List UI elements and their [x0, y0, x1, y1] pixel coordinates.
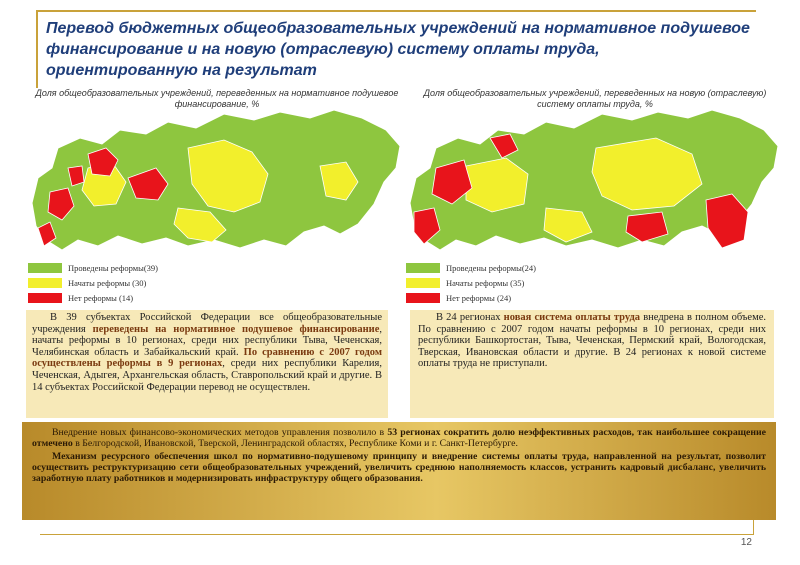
legend-item — [28, 260, 228, 275]
conclusion-paragraph-2: Механизм ресурсного обеспечения школ по нормативно-подушевому принципу и внедрение системы оплаты труда, направленной на результат, позволит осуществить реструктуризацию сети общеобразовательных учреждений, увеличить среднюю наполняемость классов, устранить кадровый дисбаланс, увеличить заработную плату работников и модернизировать инфраструктуру общего образования. — [32, 451, 766, 484]
salary-summary — [410, 310, 774, 418]
financing-paragraph — [32, 312, 382, 393]
legend-swatch-yellow — [28, 278, 62, 288]
map-caption-financing: Доля общеобразовательных учреждений, переведенных на нормативное подушевое финансирование, % — [35, 88, 399, 109]
text-run: в Белгородской, Ивановской, Тверской, Ленинградской областях, Республике Коми и г. Санкт-Петербурге. — [72, 438, 518, 449]
footer-divider — [40, 534, 754, 535]
text-run-bold: переведены на нормативное подушевое финансирование — [92, 323, 380, 335]
footer-divider-vertical — [753, 520, 754, 535]
legend-salary — [406, 260, 606, 305]
legend-label: Начаты реформы (35) — [446, 277, 525, 288]
legend-item — [406, 260, 606, 275]
legend-swatch-red — [406, 293, 440, 303]
title-frame — [36, 10, 756, 88]
legend-label: Проведены реформы(24) — [446, 262, 537, 273]
legend-swatch-green — [28, 263, 62, 273]
legend-label: Начаты реформы (30) — [68, 277, 147, 288]
salary-paragraph — [418, 312, 766, 370]
legend-item — [406, 290, 606, 305]
legend-label: Нет реформы (24) — [446, 292, 512, 303]
page-title: Перевод бюджетных общеобразовательных учреждений на нормативное подушевое финансирование и на новую (отраслевую) систему оплаты труда, ориентированную на результат — [46, 20, 750, 79]
text-run: , начаты реформы в 10 регионах, среди них республики Тыва, Чеченская, Челябинская область и Забайкальский край. — [32, 323, 382, 358]
legend-label: Проведены реформы(39) — [68, 262, 159, 273]
legend-swatch-red — [28, 293, 62, 303]
legend-swatch-green — [406, 263, 440, 273]
text-run: внедрена в полном объеме. По сравнению с 2007 годом начаты реформы в 10 регионах, среди них республики Башкортостан, Тыва, Чеченская, Пермский край, Вологодская, Тверская, Ивановская области и другие. В 24 регионах к новой системе оплаты труда не приступали. — [418, 312, 766, 370]
russia-map-salary — [406, 108, 784, 258]
text-run: Внедрение новых финансово-экономических методов управления позволило в — [52, 427, 388, 438]
legend-label: Нет реформы (14) — [68, 292, 134, 303]
legend-item — [406, 275, 606, 290]
conclusion-band — [22, 422, 776, 520]
legend-financing — [28, 260, 228, 305]
legend-item — [28, 275, 228, 290]
page-number: 12 — [740, 537, 752, 548]
financing-summary — [26, 310, 388, 418]
legend-swatch-yellow — [406, 278, 440, 288]
conclusion-paragraph-1 — [32, 427, 766, 449]
text-run: В 39 субъектах Российской Федерации все общеобразовательные учреждения — [32, 312, 382, 335]
text-run-bold: По сравнению с 2007 годом осуществлены реформы в 9 регионах — [32, 346, 382, 370]
map-panel-financing — [28, 88, 406, 310]
text-run-bold: 53 регионах сократить долю неэффективных расходов, так наибольшее сокращение отмечено — [32, 427, 766, 449]
map-caption-salary: Доля общеобразовательных учреждений, переведенных на новую (отраслевую) систему оплаты труда, % — [423, 88, 767, 109]
map-panel-salary — [406, 88, 784, 310]
text-run-bold: новая система оплаты труда — [503, 312, 641, 323]
russia-map-financing — [28, 108, 406, 258]
text-run: , среди них республики Карелия, Чеченская, Адыгея, Архангельская область, Ставропольский край и другие. В 14 субъектах Российской Федерации перевод не осуществлен. — [32, 358, 382, 393]
text-run: В 24 регионах — [436, 312, 504, 323]
legend-item — [28, 290, 228, 305]
